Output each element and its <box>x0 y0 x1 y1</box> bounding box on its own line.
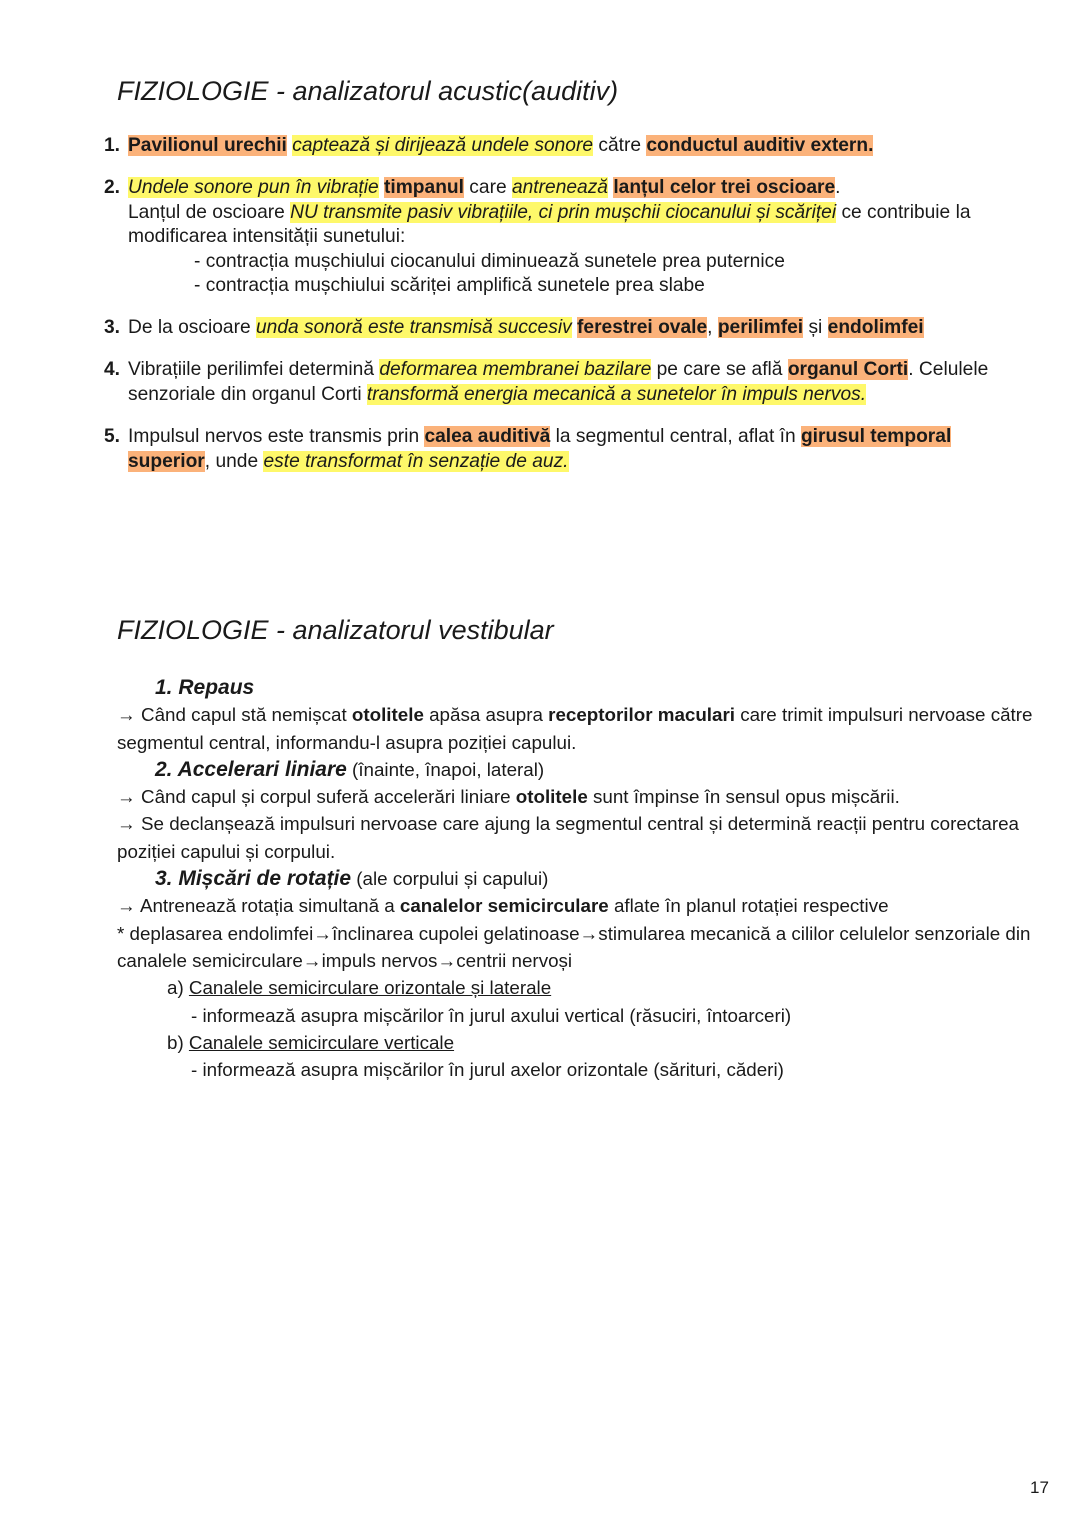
text-run: → Antrenează rotația simultană a <box>117 895 400 917</box>
text-run: Impulsul nervos este transmis prin <box>128 426 425 447</box>
highlighted-text: antrenează <box>511 177 608 198</box>
text-run: 1. Repaus <box>155 676 255 699</box>
page-number: 17 <box>1030 1478 1049 1497</box>
auditiv-section-title: FIZIOLOGIE - analizatorul acustic(auditiv) <box>117 76 619 106</box>
text-run: De la oscioare <box>128 317 256 338</box>
text-run: b) <box>167 1031 189 1053</box>
highlighted-text: Pavilionul urechii <box>128 135 287 156</box>
text-run: Vibrațiile perilimfei determină <box>128 359 380 380</box>
text-run: 3. Mișcări de rotație <box>155 867 352 891</box>
paragraph-line <box>117 974 1047 1001</box>
item-text <box>128 316 1034 341</box>
text-run: a) <box>167 977 189 999</box>
auditiv-item-2 <box>104 176 1034 299</box>
text-run: aflate în planul rotației respective <box>608 895 889 917</box>
highlighted-text: NU transmite pasiv vibrațiile, ci prin mușchii ciocanului și scăriței <box>290 201 837 223</box>
item-number: 1. <box>104 135 121 156</box>
subsection-heading <box>117 756 1047 783</box>
highlighted-text: timpanul <box>384 177 464 198</box>
auditiv-item-3 <box>104 316 1034 341</box>
auditiv-item-5 <box>104 425 1034 474</box>
item-text <box>128 425 1034 474</box>
text-run: , unde <box>204 450 264 472</box>
text-run: care trimit impulsuri nervoase către segmentul central, informandu-l asupra poziției capului. <box>117 704 1033 753</box>
item-text <box>128 358 1034 407</box>
text-run: (înainte, înapoi, lateral) <box>346 758 545 780</box>
item-text <box>128 176 1034 299</box>
text-run: către <box>593 135 647 156</box>
paragraph-line <box>117 1056 1047 1083</box>
auditiv-item-4 <box>104 358 1034 407</box>
text-run: → Când capul și corpul suferă accelerări liniare <box>117 786 516 808</box>
text-run: Canalele semicirculare orizontale și laterale <box>188 977 552 999</box>
highlighted-text: unda sonoră este transmisă succesiv <box>255 317 572 338</box>
vestibular-body <box>117 674 1047 1083</box>
text-run: - informează asupra mișcărilor în jurul axului vertical (răsuciri, întoarceri) <box>191 1004 792 1026</box>
text-run: la segmentul central, aflat în <box>550 426 801 447</box>
item-number: 5. <box>104 426 121 447</box>
paragraph-line <box>117 920 1047 975</box>
text-run: * deplasarea endolimfei→înclinarea cupolei gelatinoase→stimularea mecanică a cililor celulelor senzoriale din canalele semicirculare→impuls nervos→centrii nervoși <box>117 922 1031 971</box>
text-run: - informează asupra mișcărilor în jurul axelor orizontale (sărituri, căderi) <box>191 1059 784 1081</box>
sub-bullet: - contracția mușchiului scăriței amplifică sunetele prea slabe <box>194 275 705 296</box>
text-run: sunt împinse în sensul opus mișcării. <box>587 786 900 808</box>
text-run: , <box>707 317 718 338</box>
text-run: otolitele <box>515 786 588 808</box>
paragraph-line <box>117 1002 1047 1029</box>
text-run: 2. Accelerari liniare <box>155 757 347 781</box>
text-run: . <box>835 177 841 198</box>
subsection-heading <box>117 865 1047 892</box>
text-run: pe care se află <box>651 359 788 380</box>
subsection-heading <box>117 674 1047 701</box>
item-number: 3. <box>104 317 121 338</box>
text-run: otolitele <box>351 704 424 726</box>
paragraph-line <box>117 810 1047 865</box>
text-run: canalelor semicirculare <box>399 895 609 917</box>
paragraph-line <box>117 701 1047 756</box>
paragraph-line <box>117 1029 1047 1056</box>
sub-bullet: - contracția mușchiului ciocanului diminuează sunetele prea puternice <box>194 250 785 272</box>
highlighted-text: girusul temporal superior <box>128 426 952 472</box>
text-run: receptorilor maculari <box>548 704 735 726</box>
text-run: . Celulele senzoriale din organul Corti <box>128 359 989 405</box>
item-number: 2. <box>104 177 121 198</box>
highlighted-text: conductul auditiv extern. <box>646 135 874 156</box>
text-run: Canalele semicirculare verticale <box>188 1031 455 1053</box>
highlighted-text: captează și dirijează undele sonore <box>292 135 594 156</box>
paragraph-line <box>117 892 1047 919</box>
highlighted-text: endolimfei <box>827 317 924 338</box>
paragraph-line <box>117 783 1047 810</box>
text-run: și <box>803 317 828 338</box>
highlighted-text: ferestrei ovale <box>577 317 708 338</box>
text-run: Lanțul de oscioare <box>128 201 291 223</box>
text-run: → Când capul stă nemișcat <box>117 704 352 726</box>
text-run: (ale corpului și capului) <box>351 868 549 890</box>
highlighted-text: perilimfei <box>717 317 804 338</box>
text-run: care <box>463 177 512 198</box>
highlighted-text: Undele sonore pun în vibrație <box>128 177 379 198</box>
auditiv-item-1 <box>104 134 1034 159</box>
item-text <box>128 134 1034 159</box>
highlighted-text: deformarea membranei bazilare <box>379 359 652 380</box>
text-run: → Se declanșează impulsuri nervoase care ajung la segmentul central și determină reacții pentru corectarea poziției capului și corpului. <box>117 813 1019 862</box>
item-number: 4. <box>104 359 121 380</box>
highlighted-text: calea auditivă <box>424 426 551 447</box>
highlighted-text: lanțul celor trei oscioare <box>613 177 836 198</box>
text-run: ce contribuie la modificarea intensității sunetului: <box>128 201 971 247</box>
highlighted-text: este transformat în senzație de auz. <box>263 450 569 472</box>
vestibular-section-title: FIZIOLOGIE - analizatorul vestibular <box>117 615 554 645</box>
text-run: apăsa asupra <box>423 704 549 726</box>
highlighted-text: organul Corti <box>787 359 909 380</box>
highlighted-text: transformă energia mecanică a sunetelor în impuls nervos. <box>366 383 867 405</box>
